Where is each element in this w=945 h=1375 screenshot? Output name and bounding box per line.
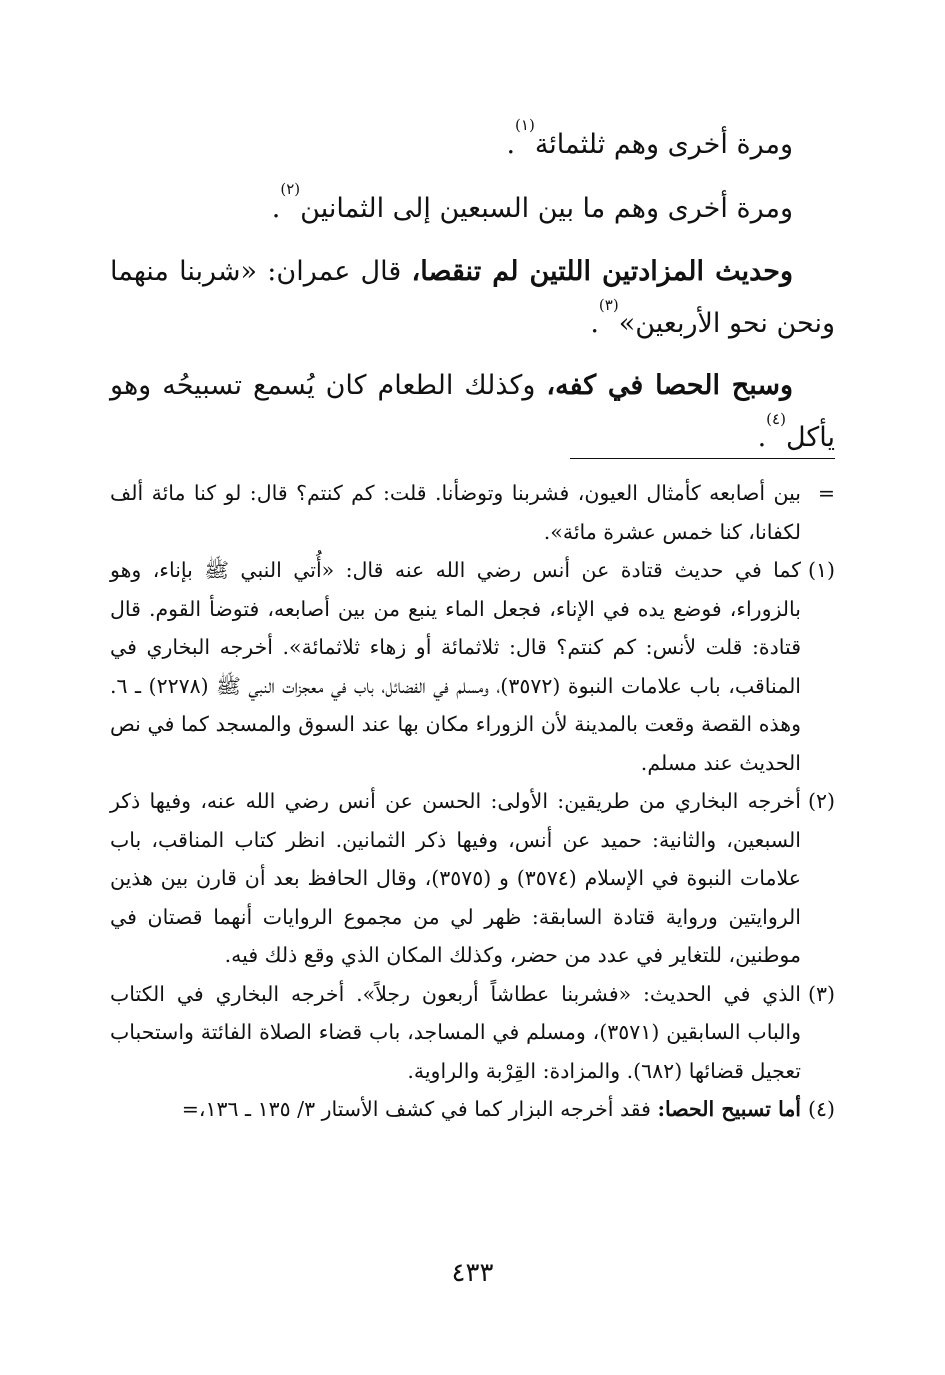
footnote-continuation	[110, 474, 835, 551]
paragraph-2-text: ومرة أخرى وهم ما بين السبعين إلى الثمانين	[300, 193, 793, 224]
footnote-text: أخرجه البخاري من طريقين: الأولى: الحسن عن أنس رضي الله عنه، وفيها ذكر السبعين، والثانية: حميد عن أنس، وفيها ذكر الثمانين. انظر كتاب المناقب، باب علامات النبوة في الإسلام (٣٥٧٤) و (٣٥٧٥)، وقال الحافظ بعد أن قارن بين هذين الروايتين ورواية قتادة السابقة: ظهر لي من مجموع الروايات أنهما قصتان في موطنين، للتغاير في عدد من حضر، وكذلك المكان الذي وقع ذلك فيه.	[110, 789, 801, 967]
paragraph-2	[110, 182, 835, 236]
footnote-number: (٢)	[807, 789, 835, 813]
paragraph-1	[110, 118, 835, 172]
footnote-ref-1[interactable]: (١)	[515, 116, 535, 134]
footnote-heading: أما تسبيح الحصا:	[657, 1097, 801, 1121]
paragraph-1-text: ومرة أخرى وهم ثلثمائة	[534, 129, 793, 160]
paragraph-4-end: .	[757, 422, 767, 453]
footnote-number: (٤)	[807, 1097, 835, 1121]
footnote-1	[110, 551, 835, 782]
footnote-3	[110, 975, 835, 1091]
footnote-text: بين أصابعه كأمثال العيون، فشربنا وتوضأنا. قلت: كم كنتم؟ قال: لو كنا مائة ألف لكفانا، كنا خمس عشرة مائة».	[110, 481, 801, 544]
footnote-text: فقد أخرجه البزار كما في كشف الأستار ٣/ ١٣٥ ـ ١٣٦،=	[181, 1097, 658, 1121]
paragraph-4	[110, 360, 835, 464]
footnote-ref-3[interactable]: (٣)	[598, 296, 619, 314]
paragraph-4-heading: وسبح الحصا في كفه،	[546, 370, 793, 401]
paragraph-3-end: .	[590, 308, 599, 339]
paragraph-3	[110, 246, 835, 350]
footnote-text: كما في حديث قتادة عن أنس رضي الله عنه قال: «أُتي النبي ﷺ بإناء، وهو بالزوراء، فوضع يده في الإناء، فجعل الماء ينبع من بين أصابعه، فتوضأ القوم. قال قتادة: قلت لأنس: كم كنتم؟ قال: ثلاثمائة أو زهاء ثلاثمائة». أخرجه البخاري في المناقب، باب علامات النبوة (٣٥٧٢)، ومسلم في الفضائل، باب في معجزات النبي ﷺ (٢٢٧٨) ـ ٦. وهذه القصة وقعت بالمدينة لأن الزوراء مكان بها عند السوق والمسجد كما في نص الحديث عند مسلم.	[110, 558, 802, 775]
paragraph-1-end: .	[506, 129, 516, 160]
paragraph-3-heading: وحديث المزادتين اللتين لم تنقصا،	[411, 256, 793, 287]
main-text	[110, 118, 835, 474]
paragraph-4-text: وكذلك الطعام كان يُسمع تسبيحُه وهو يأكل	[110, 370, 835, 453]
footnote-separator	[570, 458, 835, 459]
footnote-text: الذي في الحديث: «فشربنا عطاشاً أربعون رجلاً». أخرجه البخاري في الكتاب والباب السابقين (٣٥٧١)، ومسلم في المساجد، باب قضاء الصلاة الفائتة واستحباب تعجيل قضائها (٦٨٢). والمزادة: القِرْبة والراوية.	[110, 981, 801, 1083]
footnote-2	[110, 782, 835, 975]
footnote-ref-4[interactable]: (٤)	[766, 410, 786, 428]
footnote-ref-2[interactable]: (٢)	[280, 180, 301, 198]
footnote-4	[110, 1090, 835, 1129]
footnote-number: (١)	[807, 558, 835, 582]
paragraph-2-end: .	[271, 193, 281, 224]
page-number: ٤٣٣	[451, 1258, 494, 1288]
footnotes	[110, 474, 835, 1129]
footnote-marker: =	[817, 481, 835, 505]
footnote-number: (٣)	[807, 981, 835, 1006]
paragraph-3-text: قال عمران: «شربنا منهما ونحن نحو الأربعين»	[110, 256, 835, 339]
